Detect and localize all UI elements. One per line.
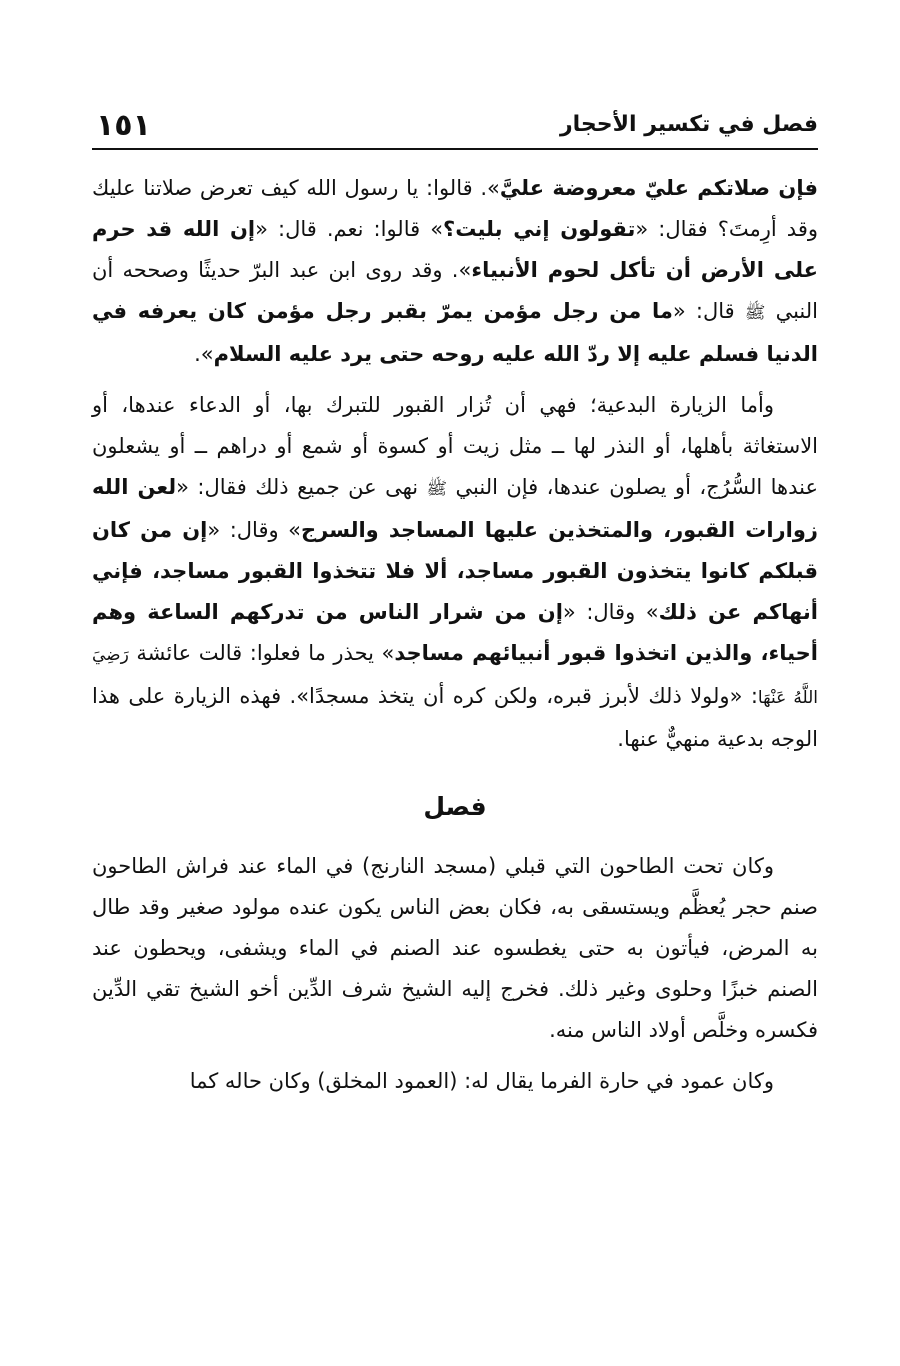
quote-text: لعن الله زوارات القبور، والمتخذين عليها المساجد والسرج xyxy=(92,475,818,542)
page-body xyxy=(92,168,818,1102)
honorific-text: رَضِيَ اللَّهُ عَنْهَا xyxy=(92,645,818,708)
narration-text: قال: « xyxy=(672,299,745,323)
narration-text: نهى عن جميع ذلك فقال: « xyxy=(176,475,427,499)
salutation-glyph: ﷺ xyxy=(744,303,766,323)
quote-text: إن من شرار الناس من تدركهم الساعة وهم أحياء، والذين اتخذوا قبور أنبيائهم مساجد xyxy=(92,600,819,665)
quote-text: إن الله قد حرم على الأرض أن تأكل لحوم الأنبياء xyxy=(92,217,818,282)
narration-text: ». xyxy=(194,342,214,366)
paragraph-column: وكان عمود في حارة الفرما يقال له: (العمود المخلق) وكان حاله كما xyxy=(189,1069,774,1093)
paragraph-innovative-visitation xyxy=(92,385,818,760)
quote-text: إن من كان قبلكم كانوا يتخذون القبور مساجد، ألا فلا تتخذوا القبور مساجد، فإني أنهاكم عن ذلك xyxy=(92,518,818,624)
running-title: فصل في تكسير الأحجار xyxy=(559,112,818,137)
narration-text: وأما الزيارة البدعية؛ فهي أن تُزار القبور للتبرك بها، أو الدعاء عندها، أو الاستغاثة بأهلها، أو النذر لها ــ مثل زيت أو كسوة أو شمع أو دراهم ــ أو يشعلون عندها السُّرُج، أو يصلون عندها، فإن النبي xyxy=(92,393,819,499)
narration-text: » وقال: « xyxy=(562,600,659,624)
narration-text: » وقال: « xyxy=(207,518,302,542)
narration-text: » قالوا: نعم. قال: « xyxy=(255,217,444,241)
paragraph-idol-mill: وكان تحت الطاحون التي قبلي (مسجد النارنج) في الماء عند فراش الطاحون صنم حجر يُعظَّم ويستسقى به، فكان بعض الناس يكون عنده مولود صغير وقد طال به المرض، فيأتون به حتى يغطسوه عند الصنم في الماء ويشفى، ويحطون عند الصنم خبزًا وحلوى وغير ذلك. فخرج إليه الشيخ شرف الدِّين أخو الشيخ تقي الدِّين فكسره وخلَّص أولاد الناس منه. xyxy=(92,854,818,1042)
page-header xyxy=(92,100,818,150)
quote-text: فإن صلاتكم عليّ معروضة عليَّ xyxy=(499,176,818,200)
narration-text: » يحذر ما فعلوا: قالت عائشة xyxy=(128,641,395,665)
salutation-glyph: ﷺ xyxy=(426,479,448,499)
page-number: ١٥١ xyxy=(96,108,151,143)
quote-text: ما من رجل مؤمن يمرّ بقبر رجل مؤمن كان يعرفه في الدنيا فسلم عليه إلا ردّ الله عليه روحه حتى يرد عليه السلام xyxy=(92,299,818,366)
narration-text: : «ولولا ذلك لأبرز قبره، ولكن كره أن يتخذ مسجدًا». فهذه الزيارة على هذا الوجه بدعية منهيٌّ عنها. xyxy=(92,684,818,751)
quote-text: تقولون إني بليت؟ xyxy=(443,217,636,241)
paragraph-hadith-continuation xyxy=(92,168,818,375)
narration-text: ». قالوا: يا رسول الله كيف تعرض صلاتنا عليك وقد أرِمتَ؟ فقال: « xyxy=(92,176,819,241)
section-heading: فصل xyxy=(423,792,487,821)
narration-text: ». وقد روى ابن عبد البرّ حديثًا وصححه أن النبي xyxy=(92,258,818,323)
